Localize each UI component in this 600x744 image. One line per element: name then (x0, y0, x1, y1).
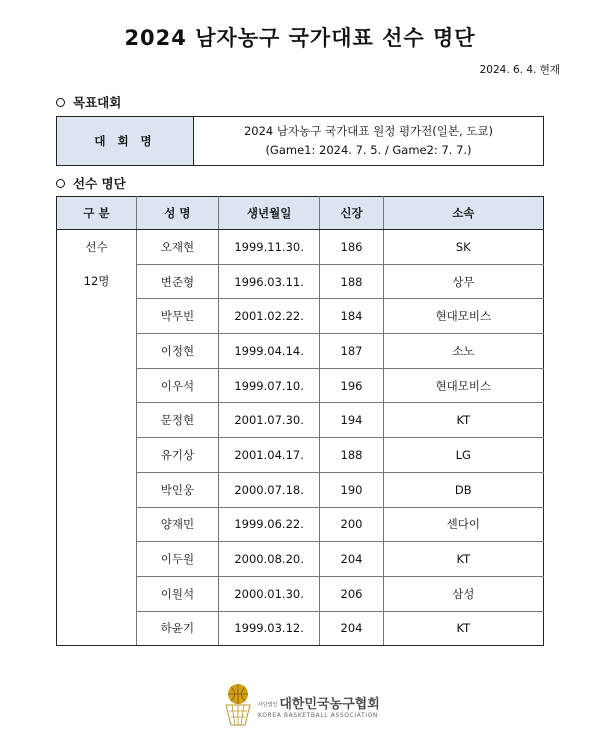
player-birth-cell: 1999.07.10. (218, 368, 320, 403)
player-team-cell: 현대모비스 (383, 368, 543, 403)
roster-table (56, 196, 544, 646)
player-name-cell: 문정현 (137, 403, 219, 438)
player-team-cell: KT (383, 611, 543, 646)
player-birth-cell: 1999.06.22. (218, 507, 320, 542)
player-team-cell: 상무 (383, 264, 543, 299)
player-name-cell: 이두원 (137, 542, 219, 577)
header-category: 구 분 (57, 197, 137, 230)
player-birth-cell: 1996.03.11. (218, 264, 320, 299)
player-birth-cell: 2000.01.30. (218, 576, 320, 611)
player-height-cell: 204 (320, 542, 383, 577)
player-height-cell: 196 (320, 368, 383, 403)
basketball-logo-icon (222, 683, 254, 729)
player-name-cell: 박무빈 (137, 299, 219, 334)
player-team-cell: LG (383, 438, 543, 473)
player-name-cell: 이정현 (137, 334, 219, 369)
org-name: 대한민국농구협회 (279, 697, 380, 712)
table-row (57, 230, 544, 265)
player-name-cell: 하윤기 (137, 611, 219, 646)
player-height-cell: 194 (320, 403, 383, 438)
player-height-cell: 204 (320, 611, 383, 646)
player-birth-cell: 2001.07.30. (218, 403, 320, 438)
player-height-cell: 188 (320, 438, 383, 473)
roster-body (57, 230, 544, 646)
header-birth: 생년월일 (218, 197, 320, 230)
player-birth-cell: 1999.03.12. (218, 611, 320, 646)
player-height-cell: 186 (320, 230, 383, 265)
player-height-cell: 200 (320, 507, 383, 542)
event-row (57, 117, 544, 166)
header-name: 성 명 (137, 197, 219, 230)
player-height-cell: 190 (320, 472, 383, 507)
category-text: 선수 (85, 240, 108, 254)
player-name-cell: 유기상 (137, 438, 219, 473)
player-birth-cell: 1999.11.30. (218, 230, 320, 265)
player-team-cell: KT (383, 403, 543, 438)
player-height-cell: 188 (320, 264, 383, 299)
player-team-cell: 소노 (383, 334, 543, 369)
player-team-cell: KT (383, 542, 543, 577)
header-team: 소속 (383, 197, 543, 230)
player-team-cell: 센다이 (383, 507, 543, 542)
org-footer (222, 683, 380, 729)
roster-header-row (57, 197, 544, 230)
category-text: 12명 (83, 274, 110, 288)
player-height-cell: 184 (320, 299, 383, 334)
event-games: (Game1: 2024. 7. 5. / Game2: 7. 7.) (265, 143, 472, 157)
event-value-cell (194, 117, 544, 166)
event-table (56, 116, 544, 166)
player-name-cell: 이우석 (137, 368, 219, 403)
event-section-heading (56, 93, 121, 111)
player-name-cell: 변준형 (137, 264, 219, 299)
org-prefix: 사단법인 (258, 702, 278, 708)
player-name-cell: 박인웅 (137, 472, 219, 507)
player-team-cell: 삼성 (383, 576, 543, 611)
header-height: 신장 (320, 197, 383, 230)
player-name-cell: 이원석 (137, 576, 219, 611)
player-birth-cell: 2000.07.18. (218, 472, 320, 507)
circle-bullet-icon (56, 179, 65, 188)
org-title (258, 693, 380, 712)
category-cell (57, 230, 137, 646)
circle-bullet-icon (56, 98, 65, 107)
event-name: 2024 남자농구 국가대표 원정 평가전(일본, 도쿄) (243, 124, 494, 138)
org-text (258, 693, 380, 719)
player-birth-cell: 2000.08.20. (218, 542, 320, 577)
player-team-cell: DB (383, 472, 543, 507)
player-birth-cell: 1999.04.14. (218, 334, 320, 369)
player-birth-cell: 2001.02.22. (218, 299, 320, 334)
event-section-label: 목표대회 (73, 95, 122, 110)
player-name-cell: 양재민 (137, 507, 219, 542)
org-english-name: KOREA BASKETBALL ASSOCIATION (258, 712, 379, 719)
player-team-cell: 현대모비스 (383, 299, 543, 334)
roster-section-label: 선수 명단 (73, 176, 126, 191)
player-height-cell: 187 (320, 334, 383, 369)
date-stamp: 2024. 6. 4. 현재 (479, 64, 560, 76)
player-height-cell: 206 (320, 576, 383, 611)
event-label-cell: 대 회 명 (57, 117, 194, 166)
page-title: 2024 남자농구 국가대표 선수 명단 (124, 26, 476, 50)
roster-section-heading (56, 174, 126, 192)
player-birth-cell: 2001.04.17. (218, 438, 320, 473)
player-name-cell: 오재현 (137, 230, 219, 265)
player-team-cell: SK (383, 230, 543, 265)
